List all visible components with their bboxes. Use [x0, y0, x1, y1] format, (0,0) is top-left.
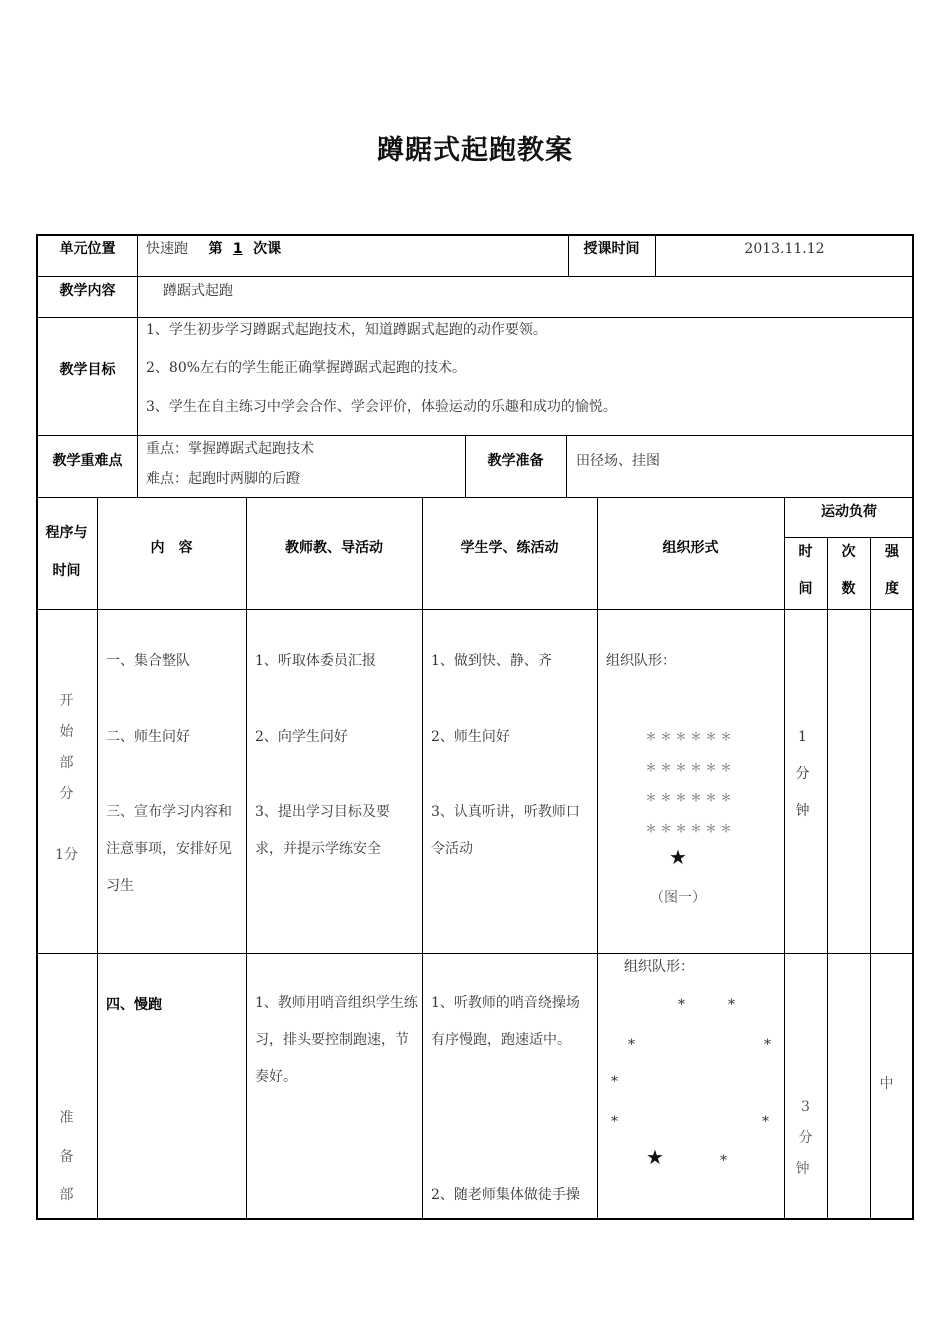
circle-mark: * [678, 997, 685, 1013]
s1-content-1: 一、集合整队 [106, 653, 190, 669]
stage2-char: 准 [59, 1110, 74, 1126]
figure-caption: （图一） [650, 890, 706, 906]
col-content: 内 容 [150, 540, 193, 556]
circle-mark: * [720, 1153, 727, 1169]
stage1-time: 1分 [55, 847, 78, 863]
key-label: 教学重难点 [52, 453, 123, 469]
formation-row: ＊＊＊＊＊＊ [645, 730, 736, 743]
s1-student-2: 2、师生问好 [431, 729, 510, 745]
lesson-number: 1 [232, 241, 243, 257]
time-value: 2013.11.12 [744, 241, 825, 257]
s1-content-3: 三、宣布学习内容和注意事项，安排好见习生 [106, 804, 232, 894]
s1-load-time: 1 [798, 729, 807, 745]
col-teacher: 教师教、导活动 [285, 540, 383, 556]
s1-teacher-3: 3、提出学习目标及要求，并提示学练安全 [255, 804, 390, 857]
col-load-intensity-2: 度 [885, 581, 899, 597]
difficult-point: 难点：起跑时两脚的后蹬 [146, 471, 300, 487]
col-divider [137, 234, 138, 498]
formation-row: ＊＊＊＊＊＊ [645, 761, 736, 774]
page-title: 蹲踞式起跑教案 [377, 135, 573, 166]
lesson-prefix: 第 [208, 241, 223, 257]
stage1-char: 开 [59, 693, 74, 709]
prep-value: 田径场、挂图 [576, 453, 660, 469]
s1-teacher-1: 1、听取体委员汇报 [255, 653, 376, 669]
goal-2: 2、80%左右的学生能正确掌握蹲踞式起跑的技术。 [146, 360, 467, 376]
stage1-char: 部 [59, 755, 74, 771]
formation-row: ＊＊＊＊＊＊ [645, 822, 736, 835]
circle-mark: * [611, 1074, 618, 1090]
col-load: 运动负荷 [821, 504, 877, 520]
goal-label: 教学目标 [59, 362, 116, 378]
row-divider [36, 953, 914, 954]
col-load-intensity-1: 强 [885, 544, 899, 560]
s1-load-time: 分 [795, 766, 810, 782]
unit-label: 单元位置 [59, 241, 116, 257]
teacher-star-icon: ★ [646, 1145, 664, 1169]
key-point: 重点：掌握蹲踞式起跑技术 [146, 441, 314, 457]
unit-value [146, 240, 281, 258]
s2-student-1: 1、听教师的哨音绕操场有序慢跑，跑速适中。 [431, 995, 580, 1048]
s1-teacher-2: 2、向学生问好 [255, 729, 348, 745]
s2-load-time: 钟 [795, 1161, 810, 1177]
col-divider [246, 497, 247, 1220]
col-load-count-2: 数 [841, 581, 856, 597]
col-divider [566, 435, 567, 497]
stage1-char: 始 [59, 724, 74, 740]
col-divider [827, 537, 828, 1220]
circle-mark: * [611, 1114, 618, 1130]
formation-row: ＊＊＊＊＊＊ [645, 791, 736, 804]
stage2-char: 备 [59, 1149, 74, 1165]
s1-student-1: 1、做到快、静、齐 [431, 653, 552, 669]
lesson-suffix: 次课 [253, 241, 282, 257]
stage1-char: 分 [59, 786, 74, 802]
s2-teacher: 1、教师用哨音组织学生练习，排头要控制跑速，节奏好。 [255, 995, 418, 1085]
lesson-plan-table [36, 234, 914, 1220]
row-divider [36, 317, 914, 318]
col-load-count-1: 次 [841, 544, 856, 560]
s1-content-2: 二、师生问好 [106, 729, 190, 745]
col-divider [870, 537, 871, 1220]
goal-3: 3、学生在自主练习中学会合作、学会评价，体验运动的乐趣和成功的愉悦。 [146, 399, 617, 415]
col-divider [597, 497, 598, 1220]
stage2-char: 部 [59, 1187, 74, 1203]
col-divider [422, 497, 423, 1220]
row-divider [36, 609, 914, 610]
content-value: 蹲踞式起跑 [163, 283, 233, 299]
unit-value-text: 快速跑 [146, 241, 188, 257]
s2-student-2: 2、随老师集体做徒手操 [431, 1187, 580, 1203]
circle-mark: * [762, 1114, 769, 1130]
prep-label: 教学准备 [487, 453, 544, 469]
s2-load-time: 分 [798, 1130, 813, 1146]
row-divider [36, 435, 914, 436]
time-label: 授课时间 [583, 241, 640, 257]
content-label: 教学内容 [59, 283, 116, 299]
goal-1: 1、学生初步学习蹲踞式起跑技术，知道蹲踞式起跑的动作要领。 [146, 322, 547, 338]
col-student: 学生学、练活动 [460, 540, 559, 556]
teacher-star-icon: ★ [669, 845, 687, 869]
s1-load-time: 钟 [795, 803, 810, 819]
col-load-time-1: 时 [798, 544, 813, 560]
s1-org-label: 组织队形： [606, 653, 676, 669]
col-stage-2: 时间 [52, 563, 81, 579]
row-divider [784, 537, 914, 538]
circle-mark: * [764, 1037, 771, 1053]
s1-student-3: 3、认真听讲，听教师口令活动 [431, 804, 580, 857]
col-org: 组织形式 [662, 540, 719, 556]
col-divider [97, 497, 98, 1220]
row-divider [36, 276, 914, 277]
s2-org-label: 组织队形： [624, 959, 694, 975]
s2-load-time: 3 [801, 1099, 810, 1115]
row-divider [36, 497, 914, 498]
col-load-time-2: 间 [798, 581, 813, 597]
s2-content: 四、慢跑 [106, 997, 162, 1013]
circle-mark: * [728, 997, 735, 1013]
circle-mark: * [628, 1037, 635, 1053]
col-stage-1: 程序与 [45, 525, 88, 541]
s2-intensity: 中 [879, 1076, 894, 1092]
